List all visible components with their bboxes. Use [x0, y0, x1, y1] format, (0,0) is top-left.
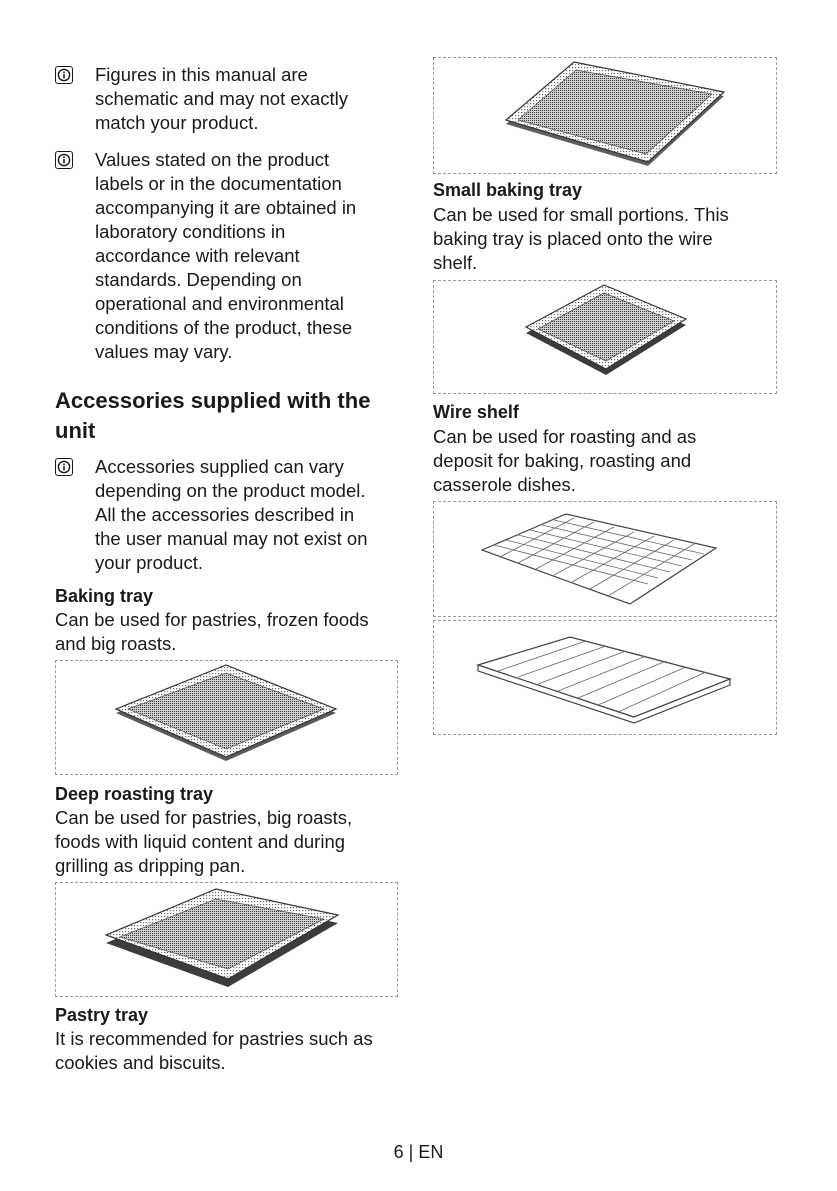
small-baking-tray-figure [433, 280, 777, 394]
wire-shelf-figure-top [433, 501, 777, 617]
wire-shelf-figure-bottom [433, 620, 777, 735]
info-icon [55, 458, 73, 476]
pastry-tray-illustration [434, 58, 776, 173]
deep-roasting-tray-figure [55, 882, 398, 997]
info-icon [55, 151, 73, 169]
baking-tray-title: Baking tray [55, 586, 154, 606]
baking-tray-illustration [56, 661, 397, 774]
small-baking-tray-illustration [434, 281, 776, 393]
note-text: Figures in this manual are schematic and may not exactly match your product. [95, 64, 348, 133]
page-number: 6 | EN [393, 1142, 444, 1162]
baking-tray-figure [55, 660, 398, 775]
note-text: Accessories supplied can vary depending on the product model. All the accessories described in the user manual may not exist on your product. [95, 456, 368, 573]
deep-roasting-tray-desc: Can be used for pastries, big roasts, foods with liquid content and during grilling as dripping pan. [55, 807, 353, 876]
wire-shelf-illustration [434, 502, 776, 616]
deep-roasting-tray-title: Deep roasting tray [55, 784, 214, 804]
info-icon [55, 66, 73, 84]
wire-shelf-side-illustration [434, 621, 776, 734]
pastry-tray-desc: It is recommended for pastries such as cookies and biscuits. [55, 1028, 373, 1073]
section-heading: Accessories supplied with the unit [55, 388, 371, 443]
pastry-tray-title: Pastry tray [55, 1005, 149, 1025]
deep-roasting-tray-illustration [56, 883, 397, 996]
note-text: Values stated on the product labels or in the documentation accompanying it are obtained in laboratory conditions in accordance with relevant standards. Depending on operational and environmental conditions of the product, these values may vary. [95, 149, 357, 362]
wire-shelf-desc: Can be used for roasting and as deposit for baking, roasting and casserole dishes. [433, 426, 697, 495]
baking-tray-desc: Can be used for pastries, frozen foods and big roasts. [55, 609, 369, 654]
small-baking-tray-title: Small baking tray [433, 180, 583, 200]
pastry-tray-figure [433, 57, 777, 174]
small-baking-tray-desc: Can be used for small portions. This baking tray is placed onto the wire shelf. [433, 204, 729, 273]
wire-shelf-title: Wire shelf [433, 402, 519, 422]
